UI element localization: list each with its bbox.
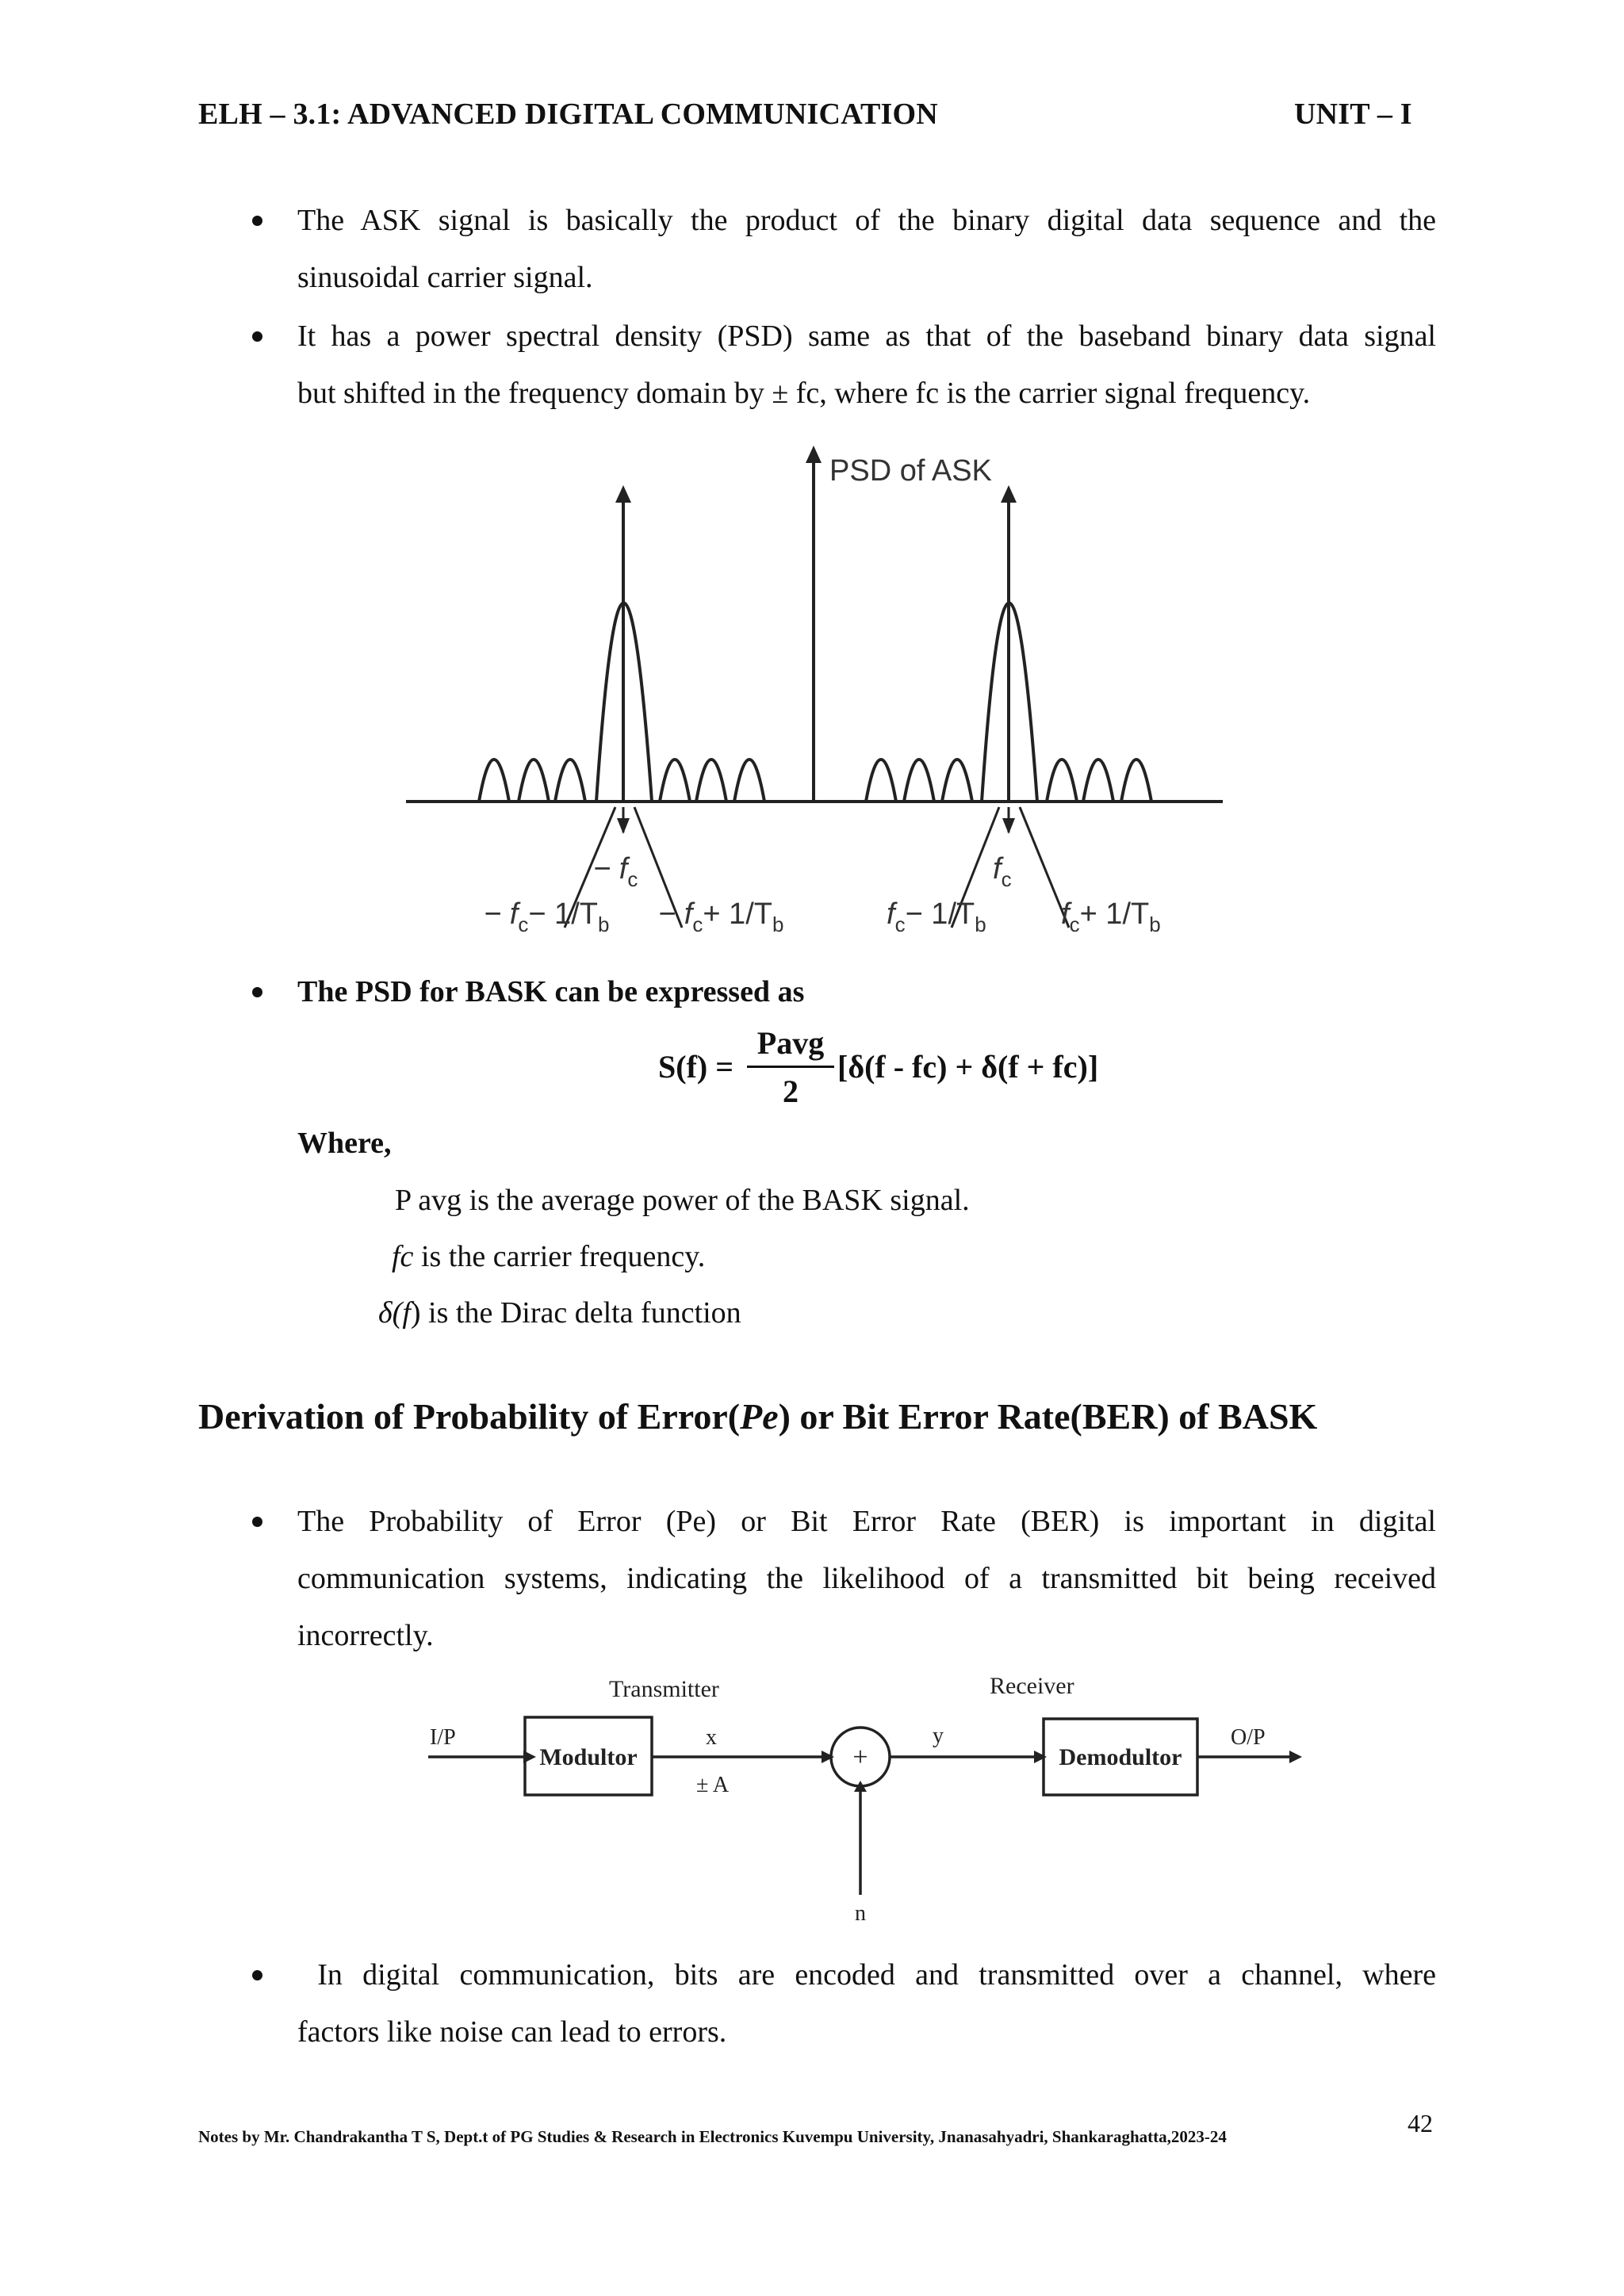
formula-fraction bbox=[747, 1024, 834, 1110]
psd-axis-label: PSD of ASK bbox=[829, 454, 992, 488]
formula-denominator: 2 bbox=[783, 1073, 799, 1109]
fraction-bar bbox=[747, 1066, 834, 1068]
bullet-psd-shift bbox=[297, 308, 1436, 422]
text-line: In digital communication, bits are encoded and transmitted over a channel, where bbox=[317, 1958, 1436, 1992]
text-line: communication systems, indicating the likelihood of a transmitted bit being received bbox=[297, 1562, 1436, 1595]
output-label: O/P bbox=[1231, 1725, 1266, 1750]
sidelobe bbox=[519, 760, 549, 802]
text-line: sinusoidal carrier signal. bbox=[297, 261, 593, 294]
bullet-marker bbox=[252, 1517, 262, 1527]
x-label: x bbox=[706, 1725, 717, 1750]
section-heading: Derivation of Probability of Error(Pe) or Bit Error Rate(BER) of BASK bbox=[198, 1396, 1318, 1437]
arrow-right-icon bbox=[1289, 1751, 1302, 1763]
bullet-ber-importance bbox=[297, 1493, 1436, 1664]
noise-label: n bbox=[855, 1901, 866, 1926]
bullet-noise-errors bbox=[297, 1946, 1436, 2061]
pos-lower-edge-label: $f_c- 1/T_b$ bbox=[887, 897, 986, 936]
formula-numerator: Pavg bbox=[756, 1025, 825, 1061]
where-fc: fc is the carrier frequency. bbox=[392, 1240, 706, 1273]
sidelobe bbox=[942, 760, 972, 802]
sidelobe bbox=[660, 760, 690, 802]
arrow-up-icon bbox=[1002, 818, 1015, 834]
amplitude-label: ± A bbox=[696, 1773, 730, 1797]
bullet-psd-bask: The PSD for BASK can be expressed as bbox=[297, 975, 805, 1008]
page-number: 42 bbox=[1408, 2109, 1433, 2137]
text-line: but shifted in the frequency domain by ± fc, where fc is the carrier signal frequency. bbox=[297, 377, 1311, 410]
sidelobe bbox=[1083, 760, 1113, 802]
sidelobe bbox=[555, 760, 585, 802]
bask-block-diagram bbox=[412, 1665, 1308, 1927]
where-delta: δ(f) is the Dirac delta function bbox=[378, 1296, 741, 1330]
course-title: ELH – 3.1: ADVANCED DIGITAL COMMUNICATION bbox=[198, 98, 938, 131]
input-label: I/P bbox=[430, 1725, 456, 1750]
psd-of-ask-figure bbox=[396, 444, 1237, 951]
arrow-right-icon bbox=[523, 1751, 536, 1763]
sidelobe bbox=[734, 760, 764, 802]
sidelobe bbox=[866, 760, 896, 802]
where-label: Where, bbox=[297, 1127, 392, 1160]
bullet-marker bbox=[252, 216, 262, 226]
footer-credits: Notes by Mr. Chandrakantha T S, Dept.t of PG Studies & Research in Electronics Kuvempu University, Jnanasahyadri, Shankaraghatta,2023-24 bbox=[198, 2127, 1227, 2146]
neg-lower-edge-label: − $f_c- 1/T_b$ bbox=[484, 897, 610, 936]
neg-upper-edge-label: − $f_c+ 1/T_b$ bbox=[658, 897, 784, 936]
text-line: factors like noise can lead to errors. bbox=[297, 2015, 727, 2049]
text-line: The ASK signal is basically the product of the binary digital data sequence and the bbox=[297, 204, 1436, 237]
where-pavg: P avg is the average power of the BASK signal. bbox=[395, 1184, 970, 1217]
sidelobe bbox=[1121, 760, 1151, 802]
adder-symbol: + bbox=[852, 1743, 868, 1772]
transmitter-label: Transmitter bbox=[609, 1676, 719, 1702]
sidelobe bbox=[479, 760, 509, 802]
bullet-marker bbox=[252, 987, 262, 997]
sidelobe bbox=[1047, 760, 1077, 802]
modulator-label: Modultor bbox=[539, 1744, 638, 1770]
variable-delta: δ( bbox=[378, 1296, 403, 1330]
arrow-up-icon bbox=[615, 485, 631, 503]
sidelobe bbox=[696, 760, 726, 802]
bullet-ask-product bbox=[297, 192, 1436, 306]
formula-lhs: S(f) = bbox=[658, 1049, 733, 1085]
text-line: incorrectly. bbox=[297, 1619, 434, 1652]
receiver-label: Receiver bbox=[990, 1673, 1074, 1699]
sidelobe bbox=[904, 760, 934, 802]
neg-carrier-label: − $f_c$ bbox=[593, 852, 638, 891]
arrow-up-icon bbox=[806, 446, 822, 463]
bullet-marker bbox=[252, 331, 262, 342]
text-line: It has a power spectral density (PSD) same as that of the baseband binary data signal bbox=[297, 320, 1436, 353]
arrow-up-icon bbox=[1001, 485, 1017, 503]
unit-label: UNIT – I bbox=[1294, 98, 1412, 131]
demodulator-label: Demodultor bbox=[1059, 1744, 1182, 1770]
arrow-up-icon bbox=[617, 818, 630, 834]
y-label: y bbox=[933, 1724, 944, 1748]
pos-upper-edge-label: $f_c+ 1/T_b$ bbox=[1061, 897, 1161, 936]
pos-carrier-label: $f_c$ bbox=[993, 852, 1012, 891]
formula-rhs: [δ(f - fc) + δ(f + fc)] bbox=[837, 1049, 1099, 1085]
bullet-marker bbox=[252, 1970, 262, 1980]
variable-fc: fc bbox=[392, 1240, 414, 1273]
arrowheads bbox=[615, 446, 1017, 834]
text-line: The Probability of Error (Pe) or Bit Error Rate (BER) is important in digital bbox=[297, 1505, 1436, 1538]
